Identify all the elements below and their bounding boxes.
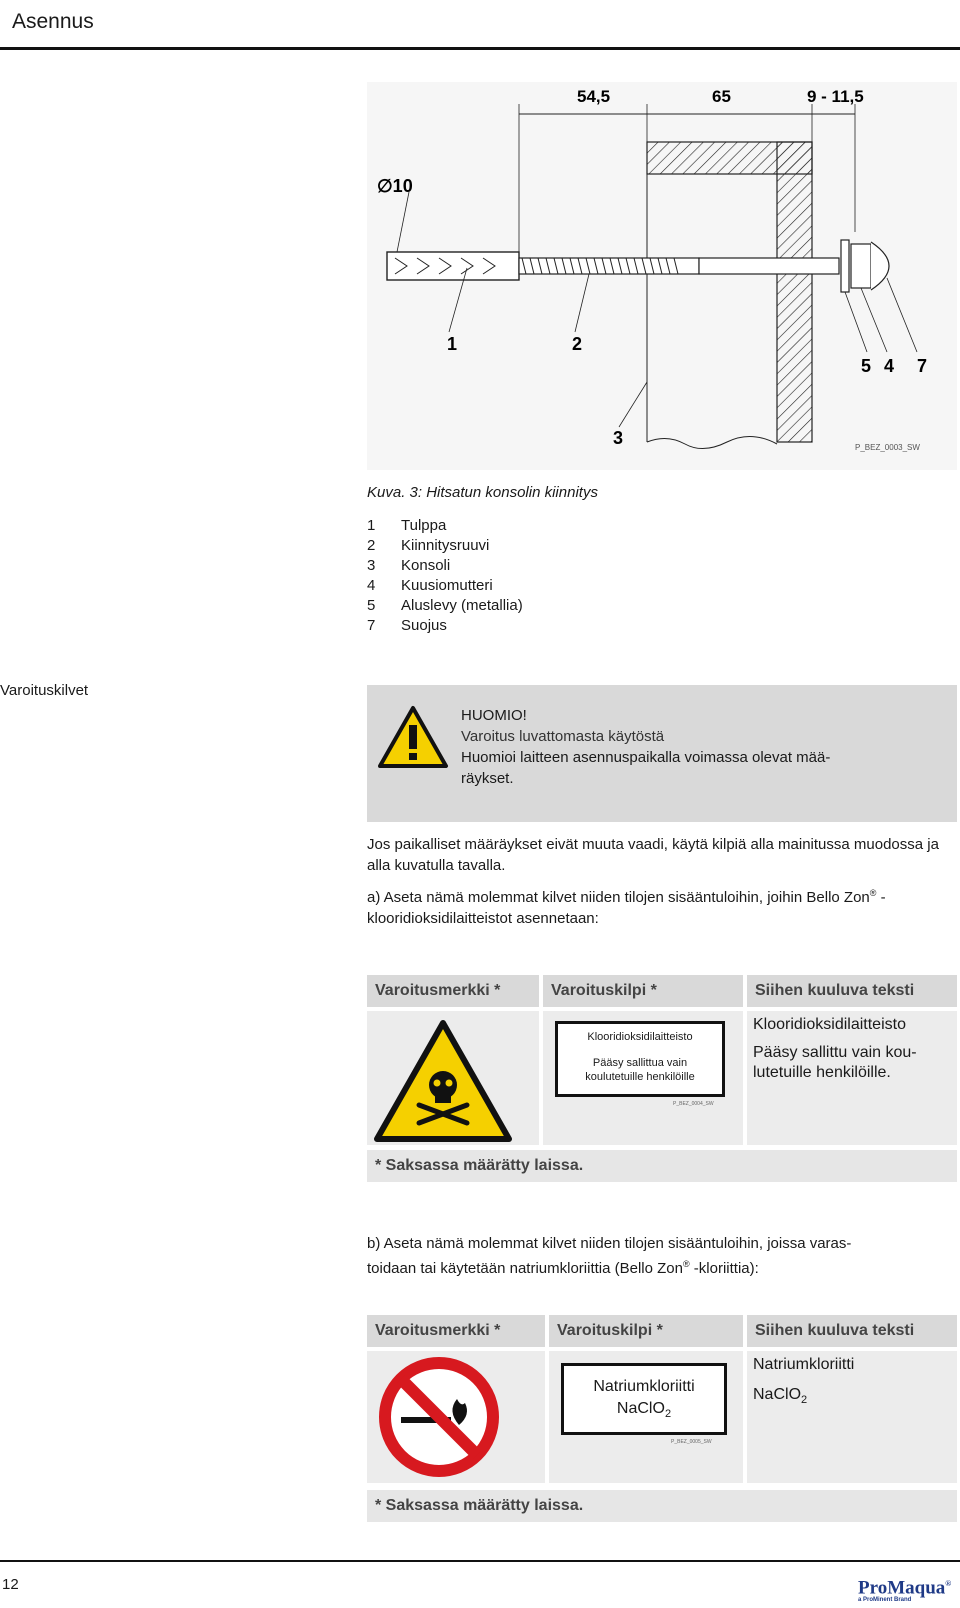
warning-sign-cell (367, 1011, 539, 1145)
legend-item: 3 Konsoli (367, 557, 451, 574)
registered-mark: ® (683, 1259, 690, 1269)
associated-text-formula: NaClO$_2$ (753, 1386, 808, 1407)
paragraph-a: a) Aseta nämä molemmat kilvet niiden tilojen sisääntuloihin, joihin Bello Zon® -klooridioksidilaitteistot asennetaan: (367, 888, 886, 927)
toxic-warning-icon (373, 1019, 513, 1143)
associated-text-title: Natriumkloriitti (753, 1356, 855, 1373)
legend-item: 1 Tulppa (367, 517, 447, 534)
legend-item: 2 Kiinnitysruuvi (367, 537, 490, 554)
section-side-label: Varoituskilvet (0, 682, 89, 699)
dim-label-3: 9 - 11,5 (807, 87, 864, 106)
promaqua-logo: ProMaqua® a ProMinent Brand (858, 1577, 952, 1604)
part-label: 4 (884, 356, 895, 376)
notice-box (367, 685, 957, 822)
associated-text-body: Pääsy sallittu vain kou- lutetuille henkilöille. (753, 1044, 917, 1081)
legend-item: 5 Aluslevy (metallia) (367, 597, 523, 614)
part-label: 5 (861, 356, 872, 376)
page-title: Asennus (12, 10, 94, 33)
warning-triangle-icon (377, 705, 449, 769)
warning-plaque: Klooridioksidilaitteisto Pääsy sallittua vain koulutetuille henkilöille (555, 1021, 725, 1097)
associated-text-cell (747, 1351, 957, 1483)
sign-table-chlorine-dioxide (367, 975, 957, 1195)
sign-table-sodium-chlorite (367, 1315, 957, 1535)
warning-plaque-cell (549, 1351, 743, 1483)
footer-divider (0, 1560, 960, 1562)
legend-item: 7 Suojus (367, 617, 447, 634)
plaque-id: P_BEZ_0004_SW (673, 1101, 714, 1107)
part-label: 3 (613, 428, 624, 448)
table-header: Varoituskilpi * (543, 975, 743, 1007)
table-header: Varoituskilpi * (549, 1315, 743, 1347)
prohibition-sign-cell (367, 1351, 545, 1483)
no-open-flame-icon (377, 1355, 501, 1479)
parts-legend (367, 516, 523, 636)
registered-mark: ® (869, 888, 877, 898)
figure-id: P_BEZ_0003_SW (855, 443, 920, 452)
paragraph-intro: Jos paikalliset määräykset eivät muuta vaadi, käytä kilpiä alla mainitussa muodossa ja alla kuvatulla tavalla. (367, 836, 939, 874)
page-number: 12 (2, 1576, 19, 1593)
legend-item: 4 Kuusiomutteri (367, 577, 493, 594)
dim-label-1: 54,5 (577, 87, 611, 106)
associated-text-title: Klooridioksidilaitteisto (753, 1016, 906, 1033)
table-header: Siihen kuuluva teksti (747, 1315, 957, 1347)
warning-plaque: Natriumkloriitti NaClO$_2$ (561, 1363, 727, 1435)
paragraph-b: b) Aseta nämä molemmat kilvet niiden tilojen sisääntuloihin, joissa varas- toidaan tai käytetään natriumkloriittia (Bello Zon® -kloriittia): (367, 1235, 852, 1277)
dim-label-2: 65 (712, 87, 731, 106)
installation-drawing (367, 82, 957, 470)
associated-text-cell (747, 1011, 957, 1145)
part-label: 1 (447, 334, 458, 354)
header-divider (0, 47, 960, 50)
figure-caption: Kuva. 3: Hitsatun konsolin kiinnitys (367, 484, 598, 501)
part-label: 7 (917, 356, 928, 376)
table-footnote: * Saksassa määrätty laissa. (367, 1490, 957, 1522)
table-header: Varoitusmerkki * (367, 975, 539, 1007)
notice-text: Huomioi laitteen asennuspaikalla voimassa olevat mää- räykset. (461, 749, 831, 787)
notice-subtitle: Varoitus luvattomasta käytöstä (461, 728, 665, 745)
table-footnote: * Saksassa määrätty laissa. (367, 1150, 957, 1182)
table-header: Siihen kuuluva teksti (747, 975, 957, 1007)
notice-title: HUOMIO! (461, 707, 527, 724)
plaque-id: P_BEZ_0005_SW (671, 1439, 712, 1445)
diameter-label: ∅10 (377, 176, 413, 196)
part-label: 2 (572, 334, 583, 354)
table-header: Varoitusmerkki * (367, 1315, 545, 1347)
warning-plaque-cell (543, 1011, 743, 1145)
